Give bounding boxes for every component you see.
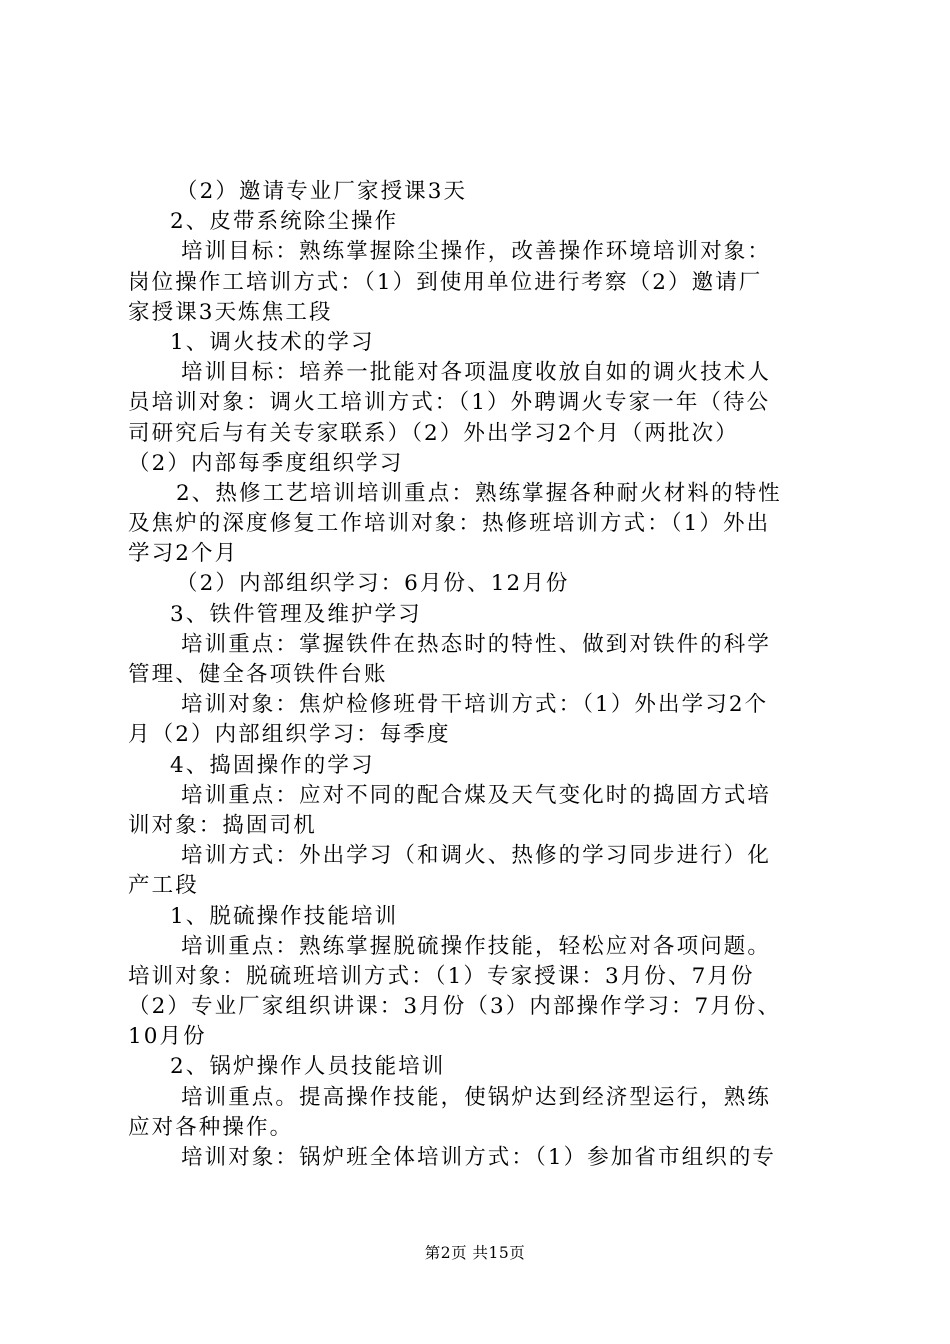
text-line: 1、调火技术的学习 bbox=[170, 329, 375, 355]
text-line: 管理、健全各项铁件台账 bbox=[128, 662, 388, 687]
document-body bbox=[128, 177, 838, 1173]
text-line: 培训对象：脱硫班培训方式：（1）专家授课：3月份、7月份 bbox=[128, 963, 755, 989]
text-line: 训对象：捣固司机 bbox=[128, 812, 317, 838]
text-line: （2）内部组织学习：6月份、12月份 bbox=[176, 571, 570, 597]
text-line: 及焦炉的深度修复工作培训对象：热修班培训方式：（1）外出 bbox=[128, 511, 771, 537]
text-line: 2、锅炉操作人员技能培训 bbox=[170, 1054, 446, 1080]
text-line: 培训目标：熟练掌握除尘操作，改善操作环境培训对象： bbox=[181, 239, 772, 265]
page-footer: 第2页 共15页 bbox=[424, 1244, 526, 1262]
text-line: 1、脱硫操作技能培训 bbox=[170, 903, 399, 929]
text-line: （2）邀请专业厂家授课3天 bbox=[176, 179, 468, 204]
text-line: 10月份 bbox=[128, 1024, 207, 1050]
text-line: 家授课3天炼焦工段 bbox=[128, 299, 333, 325]
text-line: 培训重点：熟练掌握脱硫操作技能，轻松应对各项问题。 bbox=[181, 933, 772, 959]
text-line: 学习2个月 bbox=[128, 541, 239, 567]
text-line: 培训对象：焦炉检修班骨干培训方式：（1）外出学习2个 bbox=[181, 692, 769, 718]
text-line: 2、热修工艺培训培训重点：熟练掌握各种耐火材料的特性 bbox=[176, 480, 782, 506]
text-line: 培训重点：掌握铁件在热态时的特性、做到对铁件的科学 bbox=[181, 631, 772, 657]
text-line: 岗位操作工培训方式：（1）到使用单位进行考察（2）邀请厂 bbox=[128, 269, 763, 295]
text-line: 3、铁件管理及维护学习 bbox=[170, 601, 422, 627]
text-line: 培训方式：外出学习（和调火、热修的学习同步进行）化 bbox=[181, 843, 772, 869]
text-line: 司研究后与有关专家联系）（2）外出学习2个月（两批次） bbox=[128, 420, 739, 446]
text-line: 培训对象：锅炉班全体培训方式：（1）参加省市组织的专 bbox=[181, 1145, 777, 1170]
text-line: 员培训对象：调火工培训方式：（1）外聘调火专家一年（待公 bbox=[128, 390, 771, 416]
text-line: 培训重点。提高操作技能，使锅炉达到经济型运行，熟练 bbox=[181, 1084, 772, 1110]
text-line: 月（2）内部组织学习：每季度 bbox=[128, 722, 451, 748]
text-line: （2）专业厂家组织讲课：3月份（3）内部操作学习：7月份、 bbox=[128, 994, 782, 1020]
text-line: 培训目标：培养一批能对各项温度收放自如的调火技术人 bbox=[181, 360, 772, 386]
text-line: 2、皮带系统除尘操作 bbox=[170, 209, 399, 235]
text-line: 产工段 bbox=[128, 873, 199, 899]
text-line: 4、捣固操作的学习 bbox=[170, 752, 375, 778]
text-line: 培训重点：应对不同的配合煤及天气变化时的捣固方式培 bbox=[181, 782, 772, 808]
text-line: （2）内部每季度组织学习 bbox=[128, 450, 404, 476]
text-line: 应对各种操作。 bbox=[128, 1114, 294, 1140]
